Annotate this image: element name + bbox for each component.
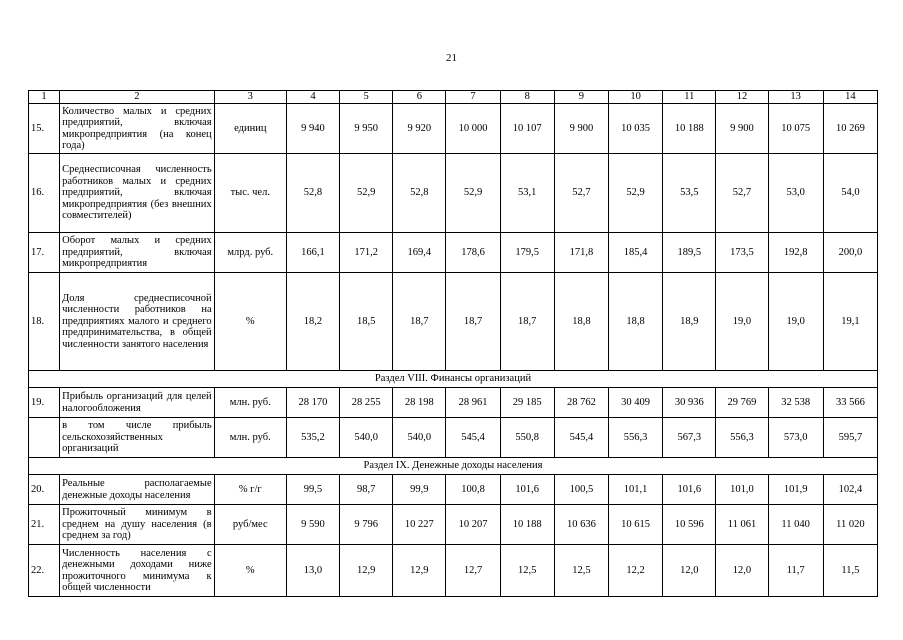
indicator-name: Количество малых и средних предприятий, включая микропредприятия (на конец года)	[60, 104, 215, 154]
value-cell: 98,7	[340, 475, 393, 505]
indicator-name: Прибыль организаций для целей налогообложения	[60, 388, 215, 418]
table-row	[29, 233, 878, 273]
value-cell: 12,5	[554, 545, 608, 597]
value-cell: 28 762	[554, 388, 608, 418]
value-cell: 12,9	[340, 545, 393, 597]
value-cell: 10 269	[823, 104, 877, 154]
row-number: 15.	[29, 104, 60, 154]
value-cell: 53,1	[500, 154, 554, 233]
row-number: 22.	[29, 545, 60, 597]
value-cell: 18,8	[554, 273, 608, 371]
value-cell: 100,8	[446, 475, 500, 505]
indicator-name: в том числе прибыль сельскохозяйственных организаций	[60, 418, 215, 458]
value-cell: 595,7	[823, 418, 877, 458]
value-cell: 12,0	[716, 545, 768, 597]
column-header: 7	[446, 91, 500, 104]
unit-of-measure: млн. руб.	[214, 388, 286, 418]
value-cell: 179,5	[500, 233, 554, 273]
value-cell: 19,0	[768, 273, 823, 371]
value-cell: 52,9	[340, 154, 393, 233]
value-cell: 33 566	[823, 388, 877, 418]
table-row	[29, 475, 878, 505]
value-cell: 10 227	[393, 505, 446, 545]
column-header: 13	[768, 91, 823, 104]
value-cell: 52,7	[554, 154, 608, 233]
column-header: 2	[60, 91, 215, 104]
section-title: Раздел IX. Денежные доходы населения	[29, 458, 878, 475]
value-cell: 11 020	[823, 505, 877, 545]
value-cell: 52,8	[393, 154, 446, 233]
indicator-name: Численность населения с денежными доходами ниже прожиточного минимума к общей численности	[60, 545, 215, 597]
column-header: 9	[554, 91, 608, 104]
value-cell: 28 255	[340, 388, 393, 418]
value-cell: 10 107	[500, 104, 554, 154]
indicator-name: Прожиточный минимум в среднем на душу населения (в среднем за год)	[60, 505, 215, 545]
value-cell: 185,4	[609, 233, 663, 273]
table-row	[29, 388, 878, 418]
value-cell: 189,5	[663, 233, 716, 273]
indicator-name: Доля среднесписочной численности работников на предприятиях малого и среднего предпринимательства, в общей численности занятого населения	[60, 273, 215, 371]
value-cell: 10 615	[609, 505, 663, 545]
value-cell: 9 920	[393, 104, 446, 154]
value-cell: 28 961	[446, 388, 500, 418]
value-cell: 18,7	[500, 273, 554, 371]
row-number: 20.	[29, 475, 60, 505]
column-header: 4	[286, 91, 339, 104]
column-header: 12	[716, 91, 768, 104]
value-cell: 540,0	[340, 418, 393, 458]
value-cell: 9 900	[554, 104, 608, 154]
value-cell: 52,7	[716, 154, 768, 233]
value-cell: 53,0	[768, 154, 823, 233]
value-cell: 171,2	[340, 233, 393, 273]
value-cell: 19,1	[823, 273, 877, 371]
value-cell: 99,9	[393, 475, 446, 505]
value-cell: 18,7	[393, 273, 446, 371]
value-cell: 10 207	[446, 505, 500, 545]
value-cell: 9 900	[716, 104, 768, 154]
value-cell: 101,6	[663, 475, 716, 505]
value-cell: 28 198	[393, 388, 446, 418]
value-cell: 556,3	[716, 418, 768, 458]
table-row	[29, 418, 878, 458]
section-row	[29, 458, 878, 475]
value-cell: 169,4	[393, 233, 446, 273]
unit-of-measure: млн. руб.	[214, 418, 286, 458]
indicator-name: Среднесписочная численность работников малых и средних предприятий, включая микропредприятия (без внешних совместителей)	[60, 154, 215, 233]
value-cell: 10 000	[446, 104, 500, 154]
value-cell: 18,8	[609, 273, 663, 371]
value-cell: 11 040	[768, 505, 823, 545]
value-cell: 9 590	[286, 505, 339, 545]
table-row	[29, 273, 878, 371]
value-cell: 10 188	[500, 505, 554, 545]
value-cell: 52,8	[286, 154, 339, 233]
value-cell: 101,1	[609, 475, 663, 505]
column-header: 11	[663, 91, 716, 104]
row-number	[29, 418, 60, 458]
value-cell: 18,2	[286, 273, 339, 371]
indicator-name: Реальные располагаемые денежные доходы населения	[60, 475, 215, 505]
value-cell: 200,0	[823, 233, 877, 273]
value-cell: 171,8	[554, 233, 608, 273]
column-header: 1	[29, 91, 60, 104]
value-cell: 10 188	[663, 104, 716, 154]
table-row	[29, 104, 878, 154]
row-number: 16.	[29, 154, 60, 233]
unit-of-measure: %	[214, 545, 286, 597]
value-cell: 12,7	[446, 545, 500, 597]
value-cell: 535,2	[286, 418, 339, 458]
row-number: 21.	[29, 505, 60, 545]
value-cell: 11 061	[716, 505, 768, 545]
column-header: 10	[609, 91, 663, 104]
row-number: 19.	[29, 388, 60, 418]
unit-of-measure: % г/г	[214, 475, 286, 505]
section-row	[29, 371, 878, 388]
value-cell: 10 636	[554, 505, 608, 545]
column-header: 8	[500, 91, 554, 104]
value-cell: 12,9	[393, 545, 446, 597]
value-cell: 18,7	[446, 273, 500, 371]
value-cell: 30 409	[609, 388, 663, 418]
value-cell: 11,7	[768, 545, 823, 597]
value-cell: 166,1	[286, 233, 339, 273]
value-cell: 10 596	[663, 505, 716, 545]
unit-of-measure: руб/мес	[214, 505, 286, 545]
column-header: 14	[823, 91, 877, 104]
value-cell: 10 035	[609, 104, 663, 154]
unit-of-measure: единиц	[214, 104, 286, 154]
indicators-table	[28, 90, 878, 597]
value-cell: 28 170	[286, 388, 339, 418]
value-cell: 556,3	[609, 418, 663, 458]
value-cell: 18,9	[663, 273, 716, 371]
value-cell: 12,0	[663, 545, 716, 597]
value-cell: 52,9	[446, 154, 500, 233]
indicator-name: Оборот малых и средних предприятий, включая микропредприятия	[60, 233, 215, 273]
value-cell: 545,4	[554, 418, 608, 458]
table-row	[29, 505, 878, 545]
value-cell: 53,5	[663, 154, 716, 233]
value-cell: 29 185	[500, 388, 554, 418]
unit-of-measure: тыс. чел.	[214, 154, 286, 233]
value-cell: 192,8	[768, 233, 823, 273]
row-number: 17.	[29, 233, 60, 273]
value-cell: 550,8	[500, 418, 554, 458]
value-cell: 9 940	[286, 104, 339, 154]
value-cell: 545,4	[446, 418, 500, 458]
column-header: 3	[214, 91, 286, 104]
value-cell: 101,9	[768, 475, 823, 505]
value-cell: 567,3	[663, 418, 716, 458]
value-cell: 30 936	[663, 388, 716, 418]
value-cell: 173,5	[716, 233, 768, 273]
column-header: 5	[340, 91, 393, 104]
value-cell: 178,6	[446, 233, 500, 273]
value-cell: 19,0	[716, 273, 768, 371]
value-cell: 99,5	[286, 475, 339, 505]
value-cell: 13,0	[286, 545, 339, 597]
unit-of-measure: %	[214, 273, 286, 371]
value-cell: 573,0	[768, 418, 823, 458]
value-cell: 102,4	[823, 475, 877, 505]
value-cell: 10 075	[768, 104, 823, 154]
value-cell: 11,5	[823, 545, 877, 597]
value-cell: 101,0	[716, 475, 768, 505]
value-cell: 9 796	[340, 505, 393, 545]
value-cell: 29 769	[716, 388, 768, 418]
unit-of-measure: млрд. руб.	[214, 233, 286, 273]
value-cell: 540,0	[393, 418, 446, 458]
page-number: 21	[446, 52, 457, 64]
value-cell: 100,5	[554, 475, 608, 505]
section-title: Раздел VIII. Финансы организаций	[29, 371, 878, 388]
value-cell: 101,6	[500, 475, 554, 505]
value-cell: 18,5	[340, 273, 393, 371]
value-cell: 32 538	[768, 388, 823, 418]
value-cell: 12,5	[500, 545, 554, 597]
column-header-row	[29, 91, 878, 104]
row-number: 18.	[29, 273, 60, 371]
value-cell: 12,2	[609, 545, 663, 597]
column-header: 6	[393, 91, 446, 104]
value-cell: 54,0	[823, 154, 877, 233]
table-row	[29, 545, 878, 597]
table-row	[29, 154, 878, 233]
value-cell: 9 950	[340, 104, 393, 154]
value-cell: 52,9	[609, 154, 663, 233]
